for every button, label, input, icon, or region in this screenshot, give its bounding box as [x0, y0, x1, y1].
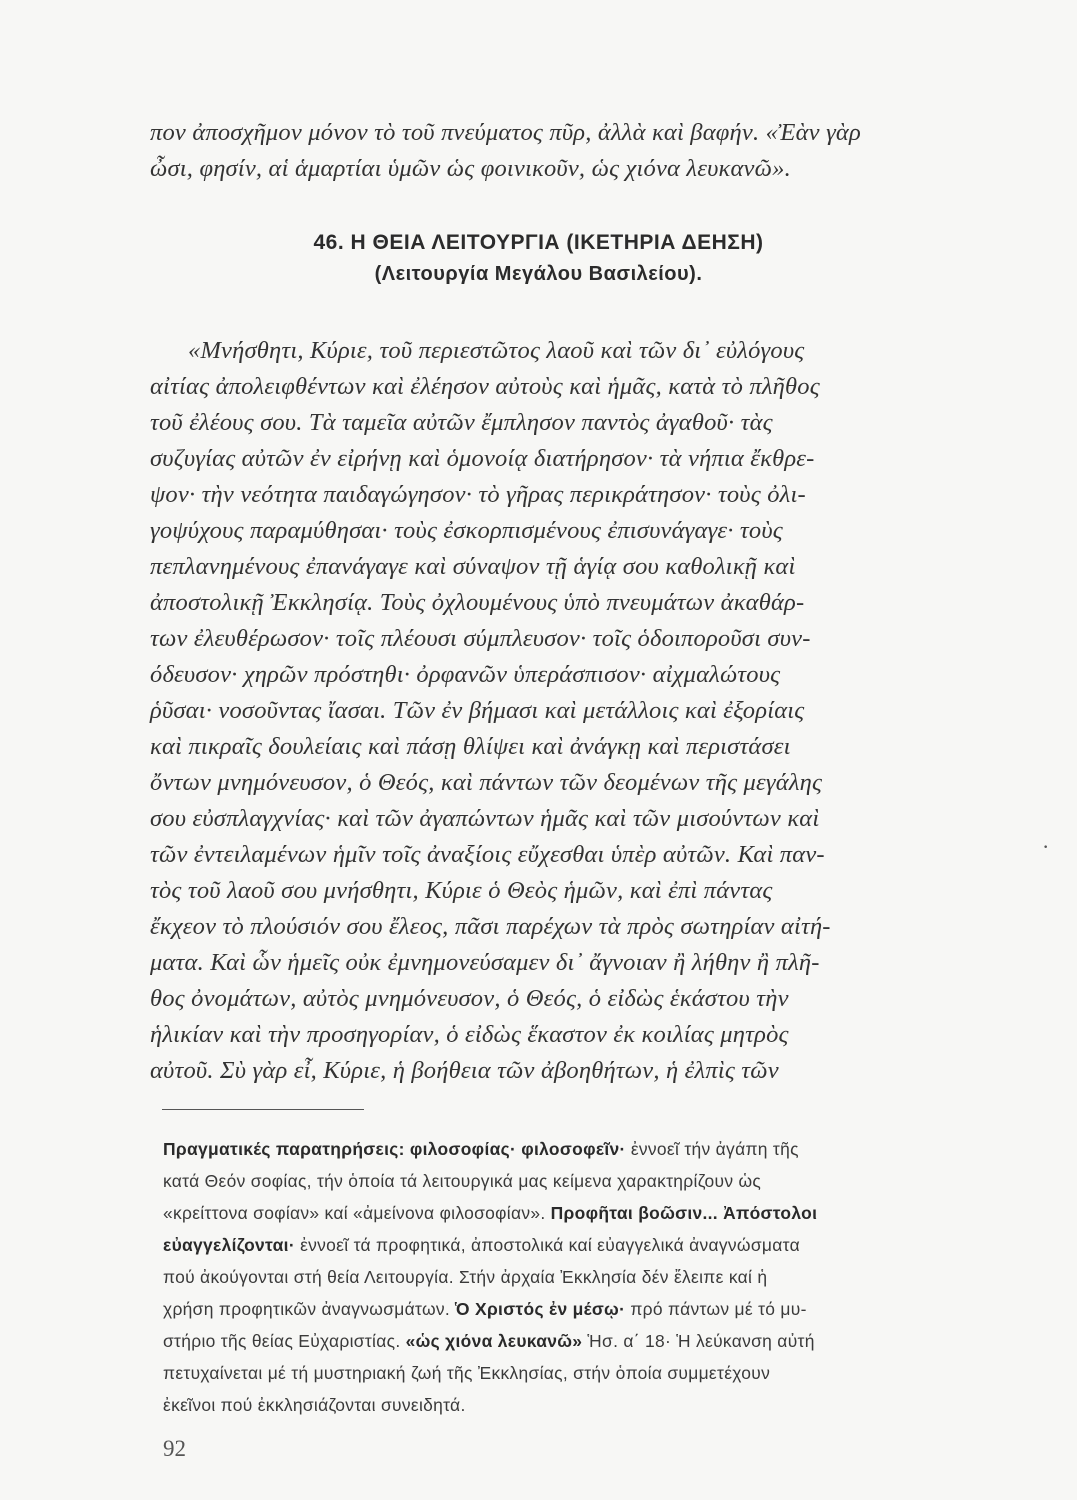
note-label-4: εὐαγγελίζονται· [163, 1235, 295, 1255]
note-text-4: ἐννοεῖ τά προφητικά, ἀποστολικά καί εὐαγγελικά ἀναγνώσματα [294, 1235, 800, 1255]
note-line-3 [163, 1200, 1020, 1226]
note-line-1 [163, 1136, 1020, 1162]
page-number: 92 [163, 1436, 186, 1461]
margin-mark: · [1042, 834, 1050, 859]
note-label-1: Πραγματικές παρατηρήσεις: φιλοσοφίας· φιλοσοφεῖν· [163, 1139, 626, 1159]
body-line-15: τῶν ἐντειλαμένων ἡμῖν τοῖς ἀναξίοις εὔχεσθαι ὑπὲρ αὐτῶν. Καὶ παν- [150, 841, 825, 868]
body-line-20: ἡλικίαν καὶ τὴν προσηγορίαν, ὁ εἰδὼς ἕκαστον ἐκ κοιλίας μητρὸς [150, 1021, 789, 1048]
body-line-2: αἰτίας ἀπολειφθέντων καὶ ἐλέησον αὐτοὺς καὶ ἡμᾶς, κατὰ τὸ πλῆθος [150, 373, 820, 400]
note-line-8: πετυχαίνεται μέ τή μυστηριακή ζωή τῆς Ἐκκλησίας, στήν ὁποία συμμετέχουν [163, 1363, 771, 1383]
body-line-17: ἔκχεον τὸ πλούσιόν σου ἔλεος, πᾶσι παρέχων τὰ πρὸς σωτηρίαν αἰτή- [150, 913, 831, 940]
body-line-5: ψον· τὴν νεότητα παιδαγώγησον· τὸ γῆρας περικράτησον· τοὺς ὀλι- [150, 481, 806, 508]
body-line-16: τὸς τοῦ λαοῦ σου μνήσθητι, Κύριε ὁ Θεὸς ἡμῶν, καὶ ἐπὶ πάντας [150, 877, 773, 904]
note-line-5: πού ἀκούγονται στή θεία Λειτουργία. Στήν ἀρχαία Ἐκκλησία δέν ἔλειπε καί ἡ [163, 1267, 768, 1287]
body-line-1: «Μνήσθητι, Κύριε, τοῦ περιεστῶτος λαοῦ καὶ τῶν δι᾽ εὐλόγους [188, 337, 805, 364]
footnote-separator [162, 1109, 364, 1110]
top-line-2: ὦσι, φησίν, αἱ ἁμαρτίαι ὑμῶν ὡς φοινικοῦν, ὡς χιόνα λευκανῶ». [150, 155, 791, 182]
body-line-13: ὄντων μνημόνευσον, ὁ Θεός, καὶ πάντων τῶν δεομένων τῆς μεγάλης [150, 769, 823, 796]
body-line-8: ἀποστολικῇ Ἐκκλησίᾳ. Τοὺς ὀχλουμένους ὑπὸ πνευμάτων ἀκαθάρ- [150, 589, 805, 616]
body-line-3: τοῦ ἐλέους σου. Τὰ ταμεῖα αὐτῶν ἔμπλησον παντὸς ἀγαθοῦ· τὰς [150, 409, 773, 436]
note-line-7 [163, 1328, 1020, 1354]
body-line-18: ματα. Καὶ ὧν ἡμεῖς οὐκ ἐμνημονεύσαμεν δι᾽ ἄγνοιαν ἢ λήθην ἢ πλῆ- [150, 949, 820, 976]
note-line-4 [163, 1232, 1020, 1258]
note-text-7b: Ἡσ. α΄ 18· Ἡ λεύκανση αὐτή [582, 1331, 815, 1351]
note-label-6: Ὁ Χριστός ἐν μέσῳ· [450, 1299, 626, 1319]
body-line-9: των ἐλευθέρωσον· τοῖς πλέουσι σύμπλευσον· τοῖς ὁδοιποροῦσι συν- [150, 625, 811, 652]
body-line-11: ῥῦσαι· νοσοῦντας ἴασαι. Τῶν ἐν βήμασι καὶ μετάλλοις καὶ ἐξορίαις [150, 697, 805, 724]
note-text-3: «κρείττονα σοφίαν» καί «ἀμείνονα φιλοσοφίαν». [163, 1203, 546, 1223]
note-text-6b: πρό πάντων μέ τό μυ- [625, 1299, 807, 1319]
body-line-12: καὶ πικραῖς δουλείαις καὶ πάσῃ θλίψει καὶ ἀνάγκῃ καὶ περιστάσει [150, 733, 791, 760]
body-line-7: πεπλανημένους ἐπανάγαγε καὶ σύναψον τῇ ἁγίᾳ σου καθολικῇ καὶ [150, 553, 796, 580]
section-heading-subtitle: (Λειτουργία Μεγάλου Βασιλείου). [374, 263, 703, 285]
note-line-2: κατά Θεόν σοφίας, τήν ὁποία τά λειτουργικά μας κείμενα χαρακτηρίζουν ὡς [163, 1171, 762, 1191]
note-label-3: Προφῆται βοῶσιν... Ἀπόστολοι [545, 1203, 818, 1223]
note-line-6 [163, 1296, 1020, 1322]
body-line-10: όδευσον· χηρῶν πρόστηθι· ὀρφανῶν ὑπεράσπισον· αἰχμαλώτους [150, 661, 781, 688]
body-line-21: αὐτοῦ. Σὺ γὰρ εἶ, Κύριε, ἡ βοήθεια τῶν ἀβοηθήτων, ἡ ἐλπὶς τῶν [150, 1057, 779, 1084]
body-line-19: θος ὀνομάτων, αὐτὸς μνημόνευσον, ὁ Θεός, ὁ εἰδὼς ἑκάστου τὴν [150, 985, 789, 1012]
note-line-9: ἐκεῖνοι πού ἐκκλησιάζονται συνειδητά. [163, 1395, 466, 1415]
section-heading-title: 46. Η ΘΕΙΑ ΛΕΙΤΟΥΡΓΙΑ (ΙΚΕΤΗΡΙΑ ΔΕΗΣΗ) [313, 231, 764, 254]
body-line-14: σου εὐσπλαγχνίας· καὶ τῶν ἀγαπώντων ἡμᾶς καὶ τῶν μισούντων καὶ [150, 805, 820, 832]
note-text-7a: στήριο τῆς θείας Εὐχαριστίας. [163, 1331, 401, 1351]
note-text-1: ἐννοεῖ τήν ἀγάπη τῆς [625, 1139, 799, 1159]
note-text-6a: χρήση προφητικῶν ἀναγνωσμάτων. [163, 1299, 451, 1319]
top-line-1: πον ἀποσχῆμον μόνον τὸ τοῦ πνεύματος πῦρ, ἀλλὰ καὶ βαφήν. «Ἐὰν γὰρ [150, 119, 861, 146]
body-line-4: συζυγίας αὐτῶν ἐν εἰρήνῃ καὶ ὁμονοίᾳ διατήρησον· τὰ νήπια ἔκθρε- [150, 445, 815, 472]
note-label-7: «ὡς χιόνα λευκανῶ» [400, 1331, 583, 1351]
body-line-6: γοψύχους παραμύθησαι· τοὺς ἐσκορπισμένους ἐπισυνάγαγε· τοὺς [150, 517, 783, 544]
